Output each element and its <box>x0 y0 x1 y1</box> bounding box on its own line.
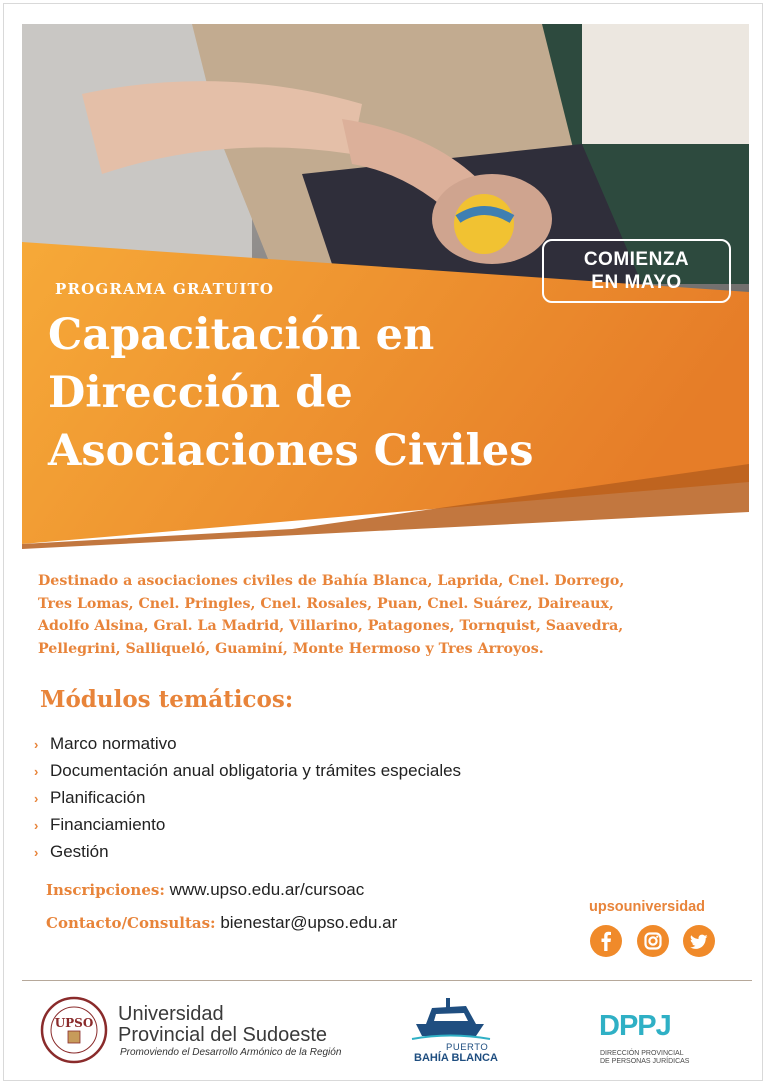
modules-heading: Módulos temáticos: <box>40 686 294 713</box>
module-label: Documentación anual obligatoria y trámites especiales <box>50 761 462 780</box>
instagram-icon[interactable] <box>637 925 669 957</box>
puerto-label: PUERTO <box>446 1042 489 1053</box>
facebook-icon[interactable] <box>590 925 622 957</box>
upso-name <box>118 1004 327 1046</box>
registration-label: Inscripciones: <box>46 881 165 899</box>
intro-paragraph <box>38 570 738 660</box>
bahia-blanca-label: BAHÍA BLANCA <box>414 1052 498 1064</box>
puerto-ship-logo <box>410 994 492 1042</box>
chevron-right-icon: › <box>34 845 39 860</box>
program-label: PROGRAMA GRATUITO <box>55 280 275 298</box>
social-handle: upsouniversidad <box>589 899 706 915</box>
registration-line <box>46 880 364 900</box>
chevron-right-icon: › <box>34 764 39 779</box>
module-label: Gestión <box>50 842 109 861</box>
footer-divider <box>22 980 752 981</box>
module-label: Financiamiento <box>50 815 166 834</box>
chevron-right-icon: › <box>34 737 39 752</box>
intro-line: Adolfo Alsina, Gral. La Madrid, Villarino, Patagones, Tornquist, Saavedra, <box>38 618 624 634</box>
list-item <box>34 839 461 866</box>
list-item <box>34 785 461 812</box>
list-item <box>34 731 461 758</box>
registration-link[interactable]: www.upso.edu.ar/cursoac <box>169 880 365 899</box>
title-line-3: Asociaciones Civiles <box>48 426 534 476</box>
dppj-logo: DPPJ <box>599 1010 671 1042</box>
chevron-right-icon: › <box>34 791 39 806</box>
list-item <box>34 758 461 785</box>
dppj-subtitle <box>600 1050 689 1066</box>
badge-line-2: EN MAYO <box>591 272 682 293</box>
intro-line: Pellegrini, Salliqueló, Guaminí, Monte Hermoso y Tres Arroyos. <box>38 640 544 657</box>
upso-name-line-1: Universidad <box>118 1003 224 1025</box>
dppj-sub-line-1: DIRECCIÓN PROVINCIAL <box>600 1050 684 1057</box>
title-line-2: Dirección de <box>48 368 353 418</box>
upso-name-line-2: Provincial del Sudoeste <box>118 1024 328 1046</box>
seal-text: UPSO <box>54 1016 94 1030</box>
module-label: Planificación <box>50 788 146 807</box>
start-date-badge <box>542 239 731 303</box>
upso-tagline: Promoviendo el Desarrollo Armónico de la Región <box>120 1047 342 1058</box>
upso-seal-logo <box>40 996 108 1064</box>
twitter-icon[interactable] <box>683 925 715 957</box>
badge-line-1: COMIENZA <box>583 249 690 270</box>
intro-line: Tres Lomas, Cnel. Pringles, Cnel. Rosales, Puan, Cnel. Suárez, Daireaux, <box>38 595 614 612</box>
title-line-1: Capacitación en <box>48 310 435 360</box>
list-item <box>34 812 461 839</box>
contact-line <box>46 913 397 933</box>
contact-email-link[interactable]: bienestar@upso.edu.ar <box>220 913 398 932</box>
dppj-sub-line-2: DE PERSONAS JURÍDICAS <box>600 1058 690 1065</box>
contact-label: Contacto/Consultas: <box>46 914 216 932</box>
modules-list <box>34 731 461 866</box>
chevron-right-icon: › <box>34 818 39 833</box>
page-title <box>48 306 533 480</box>
intro-line: Destinado a asociaciones civiles de Bahía Blanca, Laprida, Cnel. Dorrego, <box>38 573 625 589</box>
module-label: Marco normativo <box>50 734 177 753</box>
